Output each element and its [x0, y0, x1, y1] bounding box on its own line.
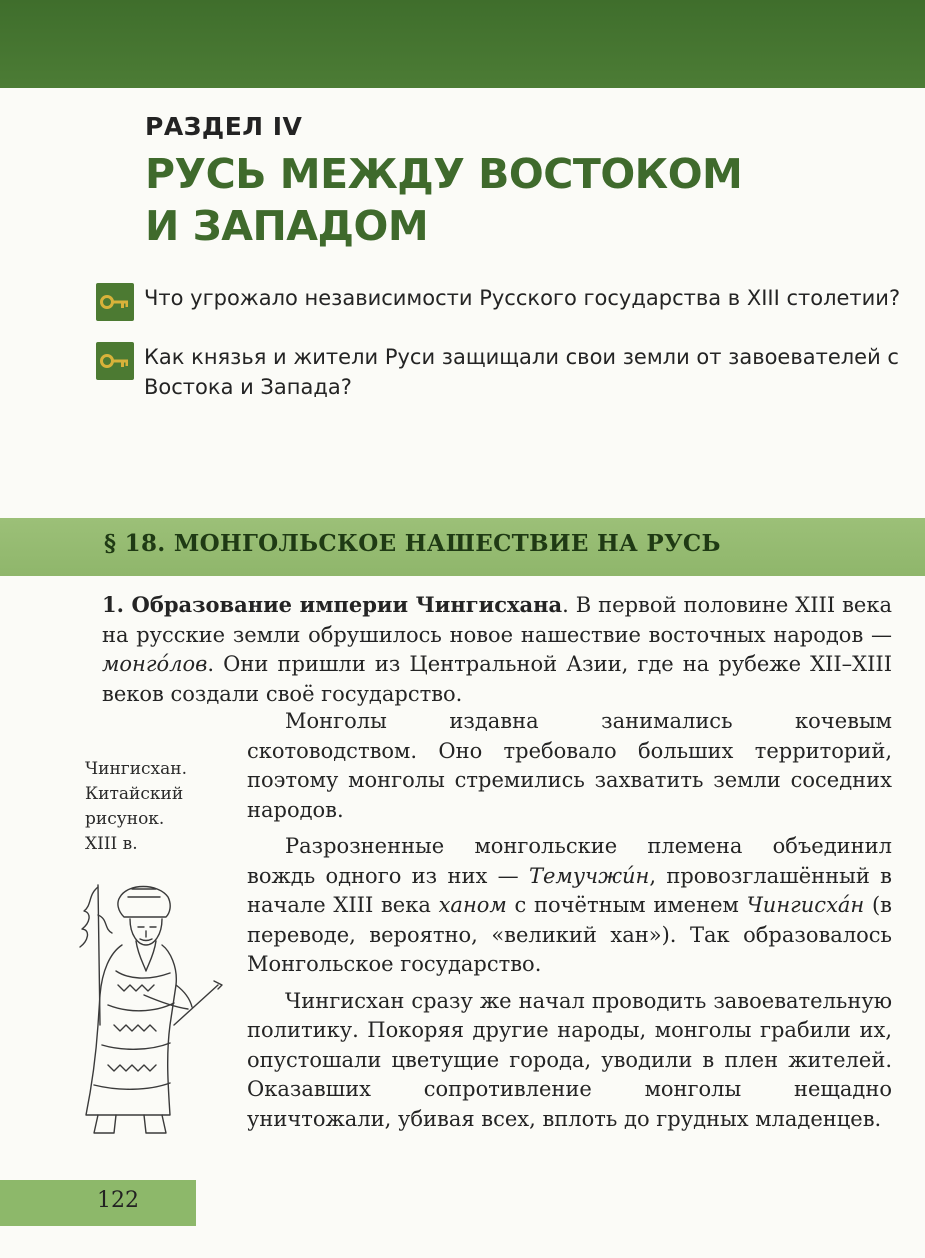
question-2 [96, 342, 906, 402]
p2-text-c: с почётным именем [506, 893, 747, 917]
page-number: 122 [97, 1188, 139, 1213]
question-text: Как князья и жители Руси защищали свои земли от завоевателей с Востока и Запада? [144, 345, 899, 399]
intro-text-a: . В первой половине XIII века на русские земли обрушилось новое нашествие восточных народов — [102, 593, 892, 647]
genghis-khan-drawing [58, 875, 228, 1140]
body-paragraph-3: Чингисхан сразу же начал проводить завоевательную политику. Покоряя другие народы, монголы грабили их, опустошали цветущие города, уводили в плен жителей. Оказавших сопротивление монголы нещадно уничтожали, убивая всех, вплоть до грудных младенцев. [247, 988, 892, 1131]
illustration-caption [85, 757, 235, 857]
body-paragraph-1: Монголы издавна занимались кочевым скотоводством. Оно требовало больших территорий, поэтому монголы стремились захватить земли соседних народов. [247, 709, 892, 822]
section-title-line2: И ЗАПАДОМ [145, 202, 429, 250]
question-text: Что угрожало независимости Русского государства в XIII столетии? [144, 286, 901, 310]
term-khan: ханом [438, 893, 507, 917]
intro-text-b: . Они пришли из Центральной Азии, где на рубеже XII–XIII веков создали своё государство. [102, 652, 892, 706]
section-title [145, 148, 742, 252]
section-label: РАЗДЕЛ IV [145, 112, 303, 141]
caption-line: Китайский [85, 784, 184, 804]
caption-line: рисунок. [85, 809, 165, 829]
paragraph-heading: § 18. МОНГОЛЬСКОЕ НАШЕСТВИЕ НА РУСЬ [104, 530, 721, 557]
key-icon [96, 342, 134, 380]
body-paragraph-2 [247, 832, 892, 980]
main-text-column [247, 707, 892, 1134]
p2-text-a: Разрозненные монгольские племена объединил вождь одного из них — [247, 834, 892, 888]
page-number-tab [0, 1180, 196, 1226]
caption-line: Чингисхан. [85, 759, 188, 779]
caption-line: XIII в. [85, 834, 138, 854]
paragraph-heading-band [0, 518, 925, 576]
intro-paragraph [102, 590, 892, 709]
key-icon [96, 283, 134, 321]
subsection-title: 1. Образование империи Чингисхана [102, 592, 563, 617]
p2-text-b: , провозглашённый в начале XIII века [247, 863, 893, 917]
top-color-band [0, 0, 925, 88]
section-title-line1: РУСЬ МЕЖДУ ВОСТОКОМ [145, 150, 743, 198]
term-genghis-khan: Чингисха́н [746, 893, 865, 917]
p2-text-d: (в переводе, вероятно, «великий хан»). Так образовалось Монгольское государство. [247, 893, 892, 976]
term-temujin: Темучжи́н [528, 863, 650, 888]
question-1 [96, 283, 906, 313]
term-mongols: монго́лов [102, 652, 208, 676]
